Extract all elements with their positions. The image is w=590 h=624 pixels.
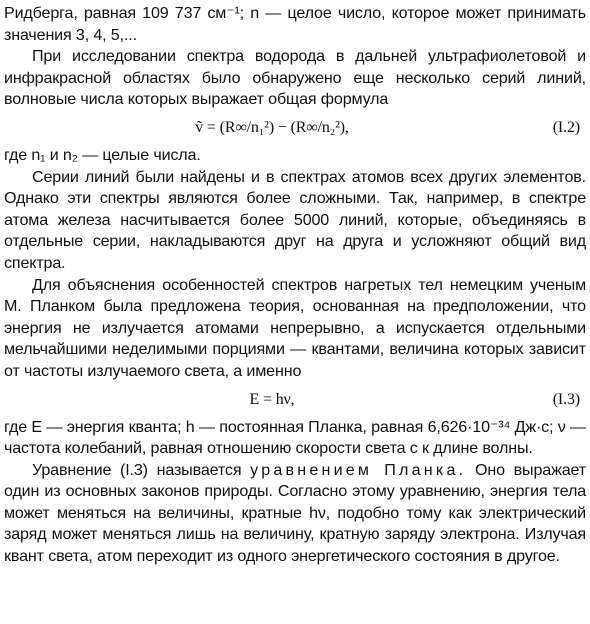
paragraph-rydberg-continuation: Ридберга, равная 109 737 см⁻¹; n — целое число, которое может принимать значения 3, 4, 5,... (4, 4, 586, 44)
paragraph-planck-equation (4, 460, 586, 568)
planck-equation-lead: Уравнение (I.3) называется (32, 460, 242, 479)
paragraph-planck-theory: Для объяснения особенностей спектров нагретых тел немецким ученым М. Планком была предложена теория, основанная на предположении, что энергия не излучается атомами непрерывно, а испускается отдельными мельчайшими неделимыми порциями — квантами, величина которых зависит от частоты излучаемого света, а именно (4, 275, 586, 380)
equation-i3-number: (I.3) (552, 390, 580, 408)
equation-i3-formula: E = hν, (249, 390, 295, 408)
paragraph-variable-definitions: где E — энергия кванта; h — постоянная Планка, равная 6,626·10⁻³⁴ Дж·с; ν — частота колебаний, равная отношению скорости света c к длине волны. (4, 417, 586, 458)
equation-i3 (4, 383, 586, 417)
equation-i2-number: (I.2) (552, 119, 580, 137)
planck-equation-rest: Оно выражает один из основных законов природы. Согласно этому уравнению, энергия тела может меняться на величины, кратные hν, подобно тому как электрический заряд может меняться лишь на величину, кратную заряду электрона. Излучая квант света, атом переходит из одного энергетического состояния в другое. (4, 460, 586, 566)
paragraph-other-elements: Серии линий были найдены и в спектрах атомов всех других элементов. Однако эти спектры являются более сложными. Так, например, в спектре атома железа насчитывается более 5000 линий, которые, объединяясь в отдельные серии, накладываются друг на друга и усложняют общий вид спектра. (4, 167, 586, 272)
paragraph-where-n1-n2: где n₁ и n₂ — целые числа. (4, 145, 201, 164)
equation-i2 (4, 111, 586, 145)
paragraph-hydrogen-series: При исследовании спектра водорода в дальней ультрафиолетовой и инфракрасной областях было обнаружено еще несколько серий линий, волновые числа которых выражает общая формула (4, 47, 586, 109)
equation-i2-formula: ṽ = (R∞/n₁²) − (R∞/n₂²), (195, 119, 349, 137)
planck-equation-term: уравнением Планка. (250, 460, 467, 479)
